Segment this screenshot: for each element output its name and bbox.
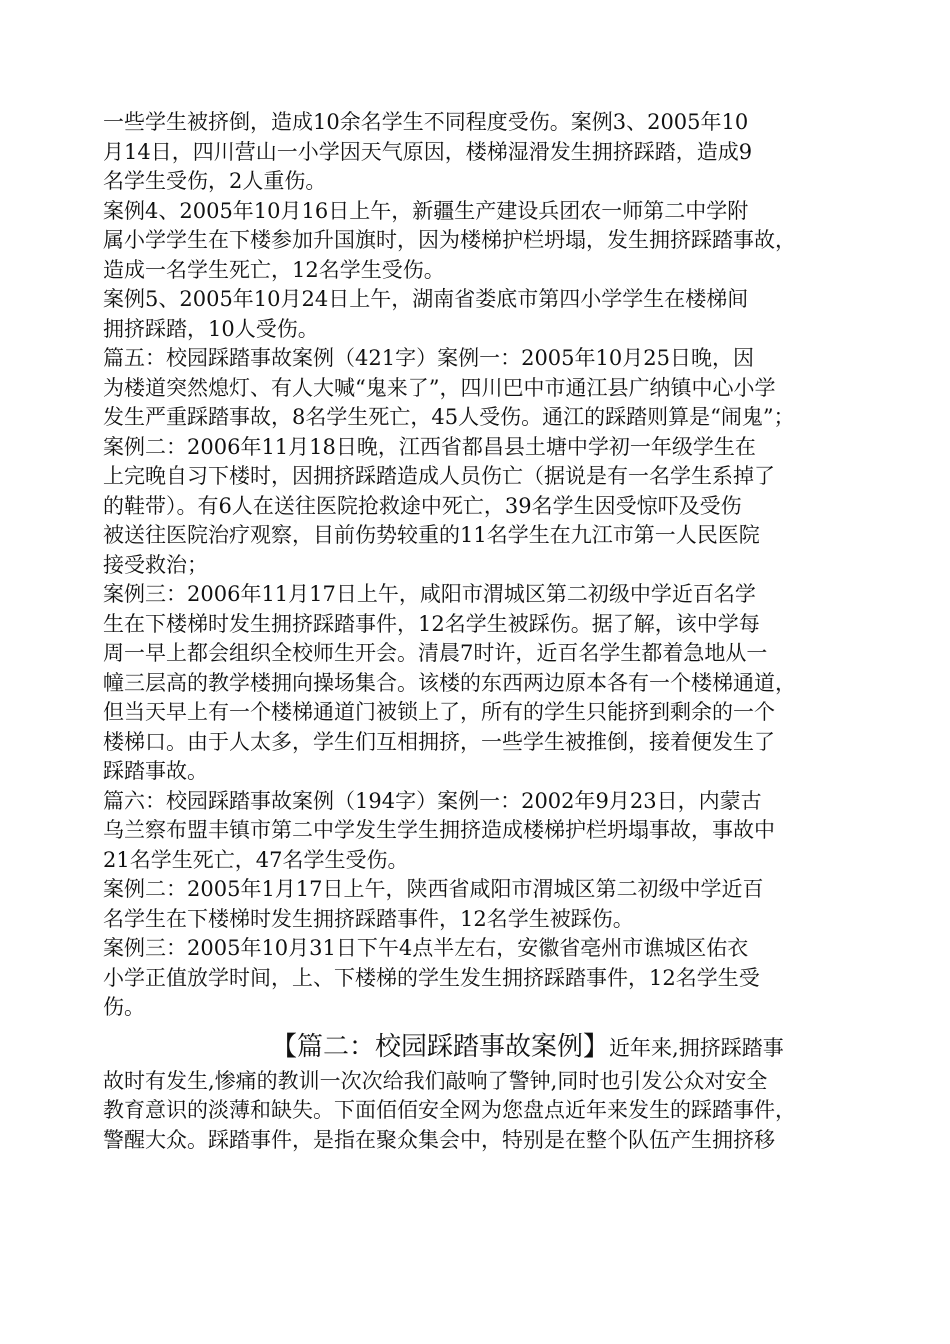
text-line: 被送往医院治疗观察，目前伤势较重的11名学生在九江市第一人民医院 — [103, 523, 760, 547]
text-line: 为楼道突然熄灯、有人大喊“鬼来了”，四川巴中市通江县广纳镇中心小学 — [103, 375, 776, 400]
section-heading-continuation: 近年来,拥挤踩踏事 — [609, 1035, 784, 1060]
section-heading-line — [103, 1027, 863, 1067]
text-line: 生在下楼梯时发生拥挤踩踏事件，12名学生被踩伤。据了解，该中学每 — [103, 611, 760, 636]
text-line: 案例二：2005年1月17日上午，陕西省咸阳市渭城区第二初级中学近百 — [103, 877, 764, 901]
text-line: 一些学生被挤倒，造成10余名学生不同程度受伤。案例3、2005年10 — [103, 110, 749, 134]
text-line: 名学生受伤，2人重伤。 — [103, 169, 327, 193]
text-line: 月14日，四川营山一小学因天气原因，楼梯湿滑发生拥挤踩踏，造成9 — [103, 139, 753, 164]
document-text-bottom — [103, 1067, 863, 1156]
text-line: 造成一名学生死亡，12名学生受伤。 — [103, 257, 445, 282]
text-line: 名学生在下楼梯时发生拥挤踩踏事件，12名学生被踩伤。 — [103, 906, 634, 931]
text-line: 但当天早上有一个楼梯通道门被锁上了，所有的学生只能挤到剩余的一个 — [103, 700, 775, 724]
text-line: 案例4、2005年10月16日上午，新疆生产建设兵团农一师第二中学附 — [103, 198, 749, 223]
text-line: 幢三层高的教学楼拥向操场集合。该楼的东西两边原本各有一个楼梯通道， — [103, 670, 796, 695]
text-line: 发生严重踩踏事故，8名学生死亡，45人受伤。通江的踩踏则算是“闹鬼”； — [103, 405, 795, 429]
text-line: 拥挤踩踏，10人受伤。 — [103, 316, 319, 341]
document-text-top — [103, 108, 863, 1023]
text-line: 乌兰察布盟丰镇市第二中学发生学生拥挤造成楼梯护栏坍塌事故，事故中 — [103, 818, 775, 842]
text-line: 教育意识的淡薄和缺失。下面佰佰安全网为您盘点近年来发生的踩踏事件， — [103, 1098, 796, 1122]
text-line: 故时有发生,惨痛的教训一次次给我们敲响了警钟,同时也引发公众对安全 — [103, 1068, 768, 1093]
document-body — [103, 108, 863, 1155]
text-line: 案例二：2006年11月18日晚，江西省都昌县土塘中学初一年级学生在 — [103, 434, 756, 459]
text-line: 接受救治； — [103, 552, 208, 577]
text-line: 篇六：校园踩踏事故案例（194字）案例一：2002年9月23日，内蒙古 — [103, 788, 762, 813]
text-line: 21名学生死亡，47名学生受伤。 — [103, 847, 409, 872]
section-heading: 【篇二：校园踩踏事故案例】 — [271, 1031, 610, 1062]
text-line: 属小学学生在下楼参加升国旗时，因为楼梯护栏坍塌，发生拥挤踩踏事故， — [103, 228, 796, 252]
text-line: 伤。 — [103, 995, 145, 1019]
text-line: 的鞋带）。有6人在送往医院抢救途中死亡，39名学生因受惊吓及受伤 — [103, 493, 742, 518]
text-line: 警醒大众。踩踏事件，是指在聚众集会中，特别是在整个队伍产生拥挤移 — [103, 1127, 775, 1152]
text-line: 案例三：2006年11月17日上午，咸阳市渭城区第二初级中学近百名学 — [103, 582, 756, 606]
text-line: 案例三：2005年10月31日下午4点半左右，安徽省亳州市谯城区佑衣 — [103, 936, 749, 960]
text-line: 上完晚自习下楼时，因拥挤踩踏造成人员伤亡（据说是有一名学生系掉了 — [103, 464, 775, 488]
text-line: 小学正值放学时间，上、下楼梯的学生发生拥挤踩踏事件，12名学生受 — [103, 965, 760, 990]
text-line: 踩踏事故。 — [103, 759, 208, 783]
text-line: 周一早上都会组织全校师生开会。清晨7时许，近百名学生都着急地从一 — [103, 641, 768, 665]
text-line: 篇五：校园踩踏事故案例（421字）案例一：2005年10月25日晚，因 — [103, 346, 754, 370]
text-line: 楼梯口。由于人太多，学生们互相拥挤，一些学生被推倒，接着便发生了 — [103, 729, 775, 754]
text-line: 案例5、2005年10月24日上午，湖南省娄底市第四小学学生在楼梯间 — [103, 287, 749, 311]
